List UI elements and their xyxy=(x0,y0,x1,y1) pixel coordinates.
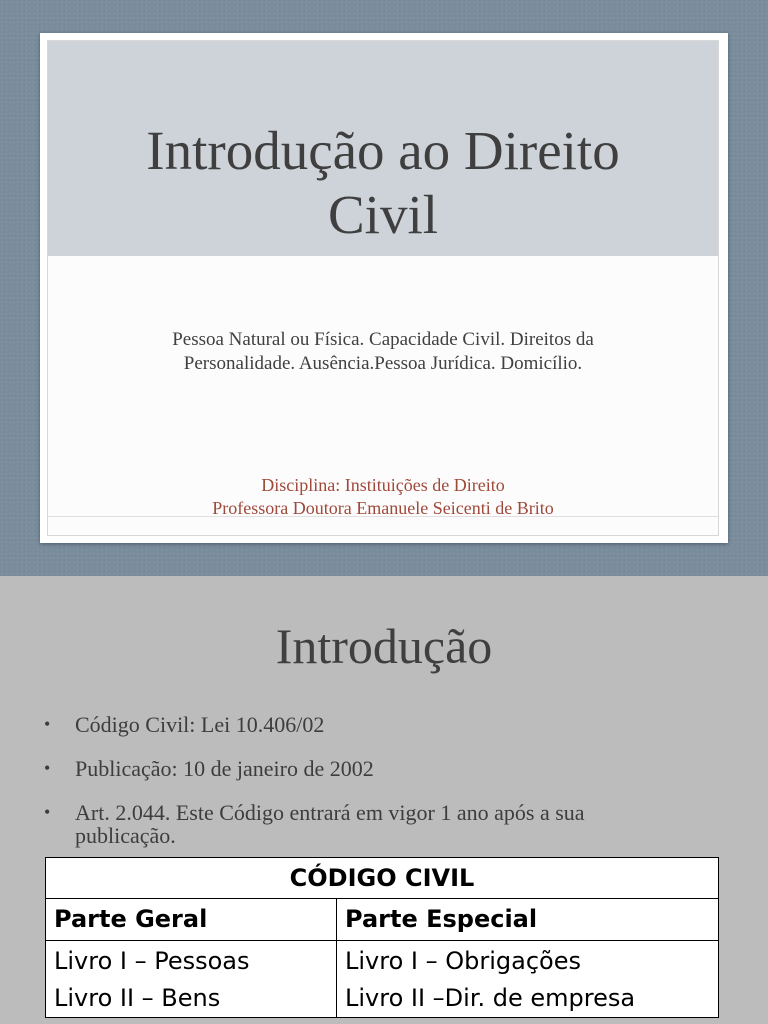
column-header-general: Parte Geral xyxy=(46,899,337,941)
table-header-row xyxy=(46,858,719,899)
book-entry: Livro I – Pessoas xyxy=(54,947,250,975)
slide-credits xyxy=(48,474,718,520)
bullet-line: Art. 2.044. Este Código entrará em vigor 1 ano após a sua xyxy=(75,800,585,825)
table-cell xyxy=(337,941,719,1018)
bullet-marker: • xyxy=(44,758,51,778)
table-column-row xyxy=(46,899,719,941)
discipline-line: Disciplina: Instituições de Direito xyxy=(261,475,505,495)
list-item xyxy=(44,713,724,736)
slide-title-line-2: Civil xyxy=(327,184,439,245)
bullet-marker: • xyxy=(44,714,51,734)
bullet-line: Código Civil: Lei 10.406/02 xyxy=(75,712,325,737)
slide-card-inner xyxy=(47,40,719,536)
bullet-line: publicação. xyxy=(75,823,176,848)
table-header: CÓDIGO CIVIL xyxy=(46,858,719,899)
slide-card xyxy=(40,33,728,543)
intro-slide xyxy=(0,576,768,1024)
slide-subtitle-line-2: Personalidade. Ausência.Pessoa Jurídica. Domicílio. xyxy=(183,353,583,374)
intro-title: Introdução xyxy=(275,618,493,674)
bullet-line: Publicação: 10 de janeiro de 2002 xyxy=(75,756,374,781)
slide-subtitle-line-1: Pessoa Natural ou Física. Capacidade Civil. Direitos da xyxy=(172,329,594,350)
slide-title xyxy=(48,119,718,247)
bullet-text xyxy=(75,757,724,780)
bullet-marker: • xyxy=(44,802,51,822)
book-entry: Livro I – Obrigações xyxy=(345,947,581,975)
professor-line: Professora Doutora Emanuele Seicenti de Brito xyxy=(212,498,554,518)
book-entry: Livro II – Bens xyxy=(54,984,221,1012)
bullet-list xyxy=(44,713,724,868)
book-entry: Livro II –Dir. de empresa xyxy=(345,984,636,1012)
list-item xyxy=(44,757,724,780)
bullet-text xyxy=(75,713,724,736)
footer-divider xyxy=(48,516,718,517)
civil-code-table xyxy=(45,857,719,1018)
table-row xyxy=(46,941,719,1018)
bullet-text xyxy=(75,801,724,847)
list-item xyxy=(44,801,724,847)
table-cell xyxy=(46,941,337,1018)
slide-title-line-1: Introdução ao Direito xyxy=(146,120,620,181)
column-header-special: Parte Especial xyxy=(337,899,719,941)
slide-subtitle xyxy=(48,328,718,376)
